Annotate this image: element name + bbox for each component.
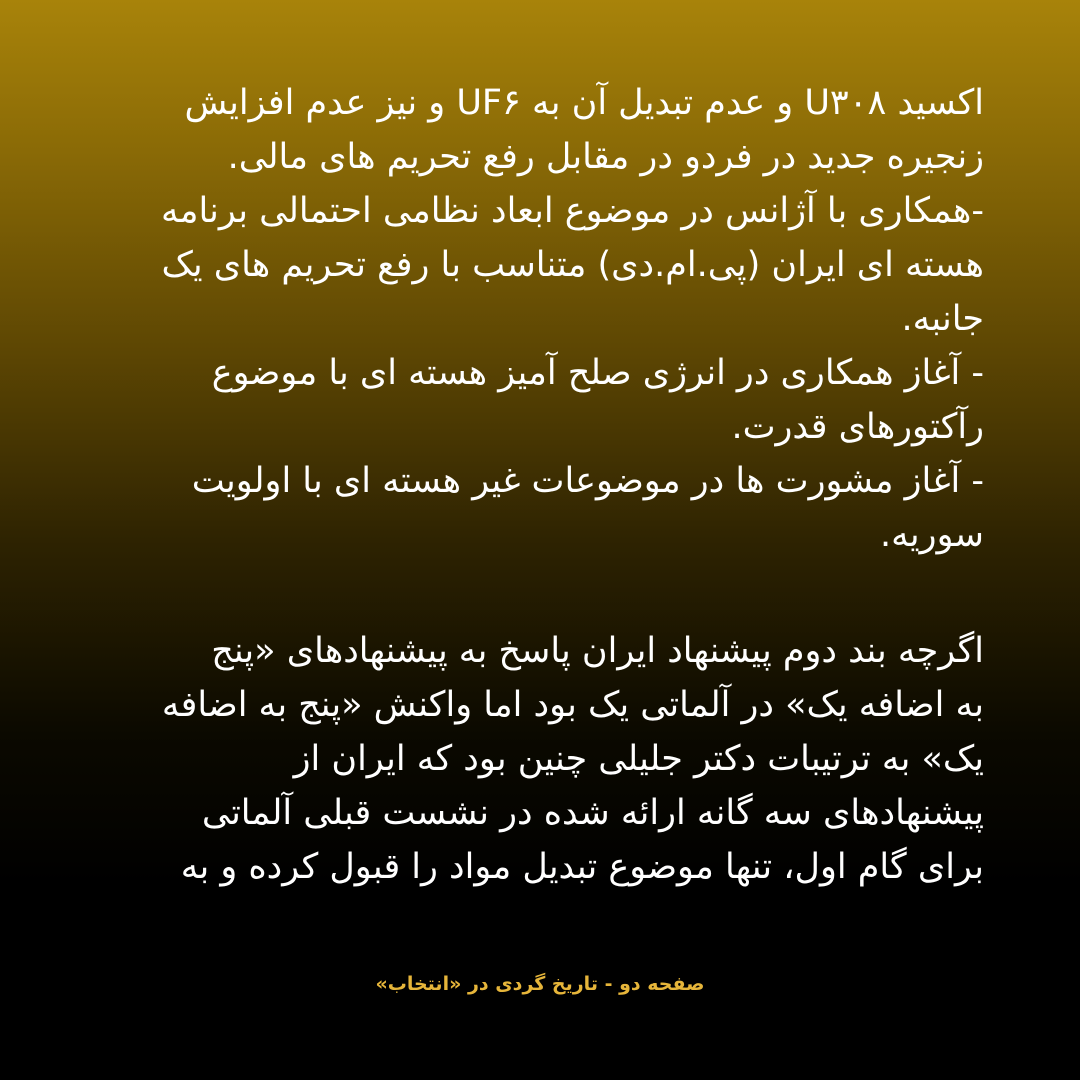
- paragraph-1-line: رآکتورهای قدرت.: [731, 407, 984, 447]
- paragraph-2-line: به اضافه یک» در آلماتی یک بود اما واکنش «پنج به اضافه: [161, 685, 984, 725]
- paragraph-2-line: برای گام اول، تنها موضوع تبدیل مواد را قبول کرده و به: [180, 847, 984, 887]
- paragraph-1-line: - آغاز همکاری در انرژی صلح آمیز هسته ای با موضوع: [211, 353, 984, 393]
- paragraph-1-line: جانبه.: [901, 299, 984, 339]
- footer-caption: صفحه دو - تاریخ گردی در «انتخاب»: [375, 973, 705, 995]
- paragraph-1-line: سوریه.: [880, 515, 984, 555]
- paragraph-1: [96, 76, 984, 562]
- paragraph-1-line: زنجیره جدید در فردو در مقابل رفع تحریم های مالی.: [227, 137, 984, 177]
- paragraph-2-line: یک» به ترتیبات دکتر جلیلی چنین بود که ایران از: [293, 739, 984, 779]
- paragraph-2: [96, 624, 984, 894]
- paragraph-2-line: اگرچه بند دوم پیشنهاد ایران پاسخ به پیشنهادهای «پنج: [211, 631, 984, 671]
- paragraph-2-line: پیشنهادهای سه گانه ارائه شده در نشست قبلی آلماتی: [201, 793, 984, 833]
- paragraph-1-line: هسته ای ایران (پی.ام.دی) متناسب با رفع تحریم های یک: [161, 245, 984, 285]
- paragraph-1-line: -همکاری با آژانس در موضوع ابعاد نظامی احتمالی برنامه: [161, 191, 984, 231]
- paragraph-1-line: اکسید U۳۰۸ و عدم تبدیل آن به UF۶ و نیز عدم افزایش: [184, 83, 984, 123]
- paragraph-1-line: - آغاز مشورت ها در موضوعات غیر هسته ای با اولویت: [191, 461, 984, 501]
